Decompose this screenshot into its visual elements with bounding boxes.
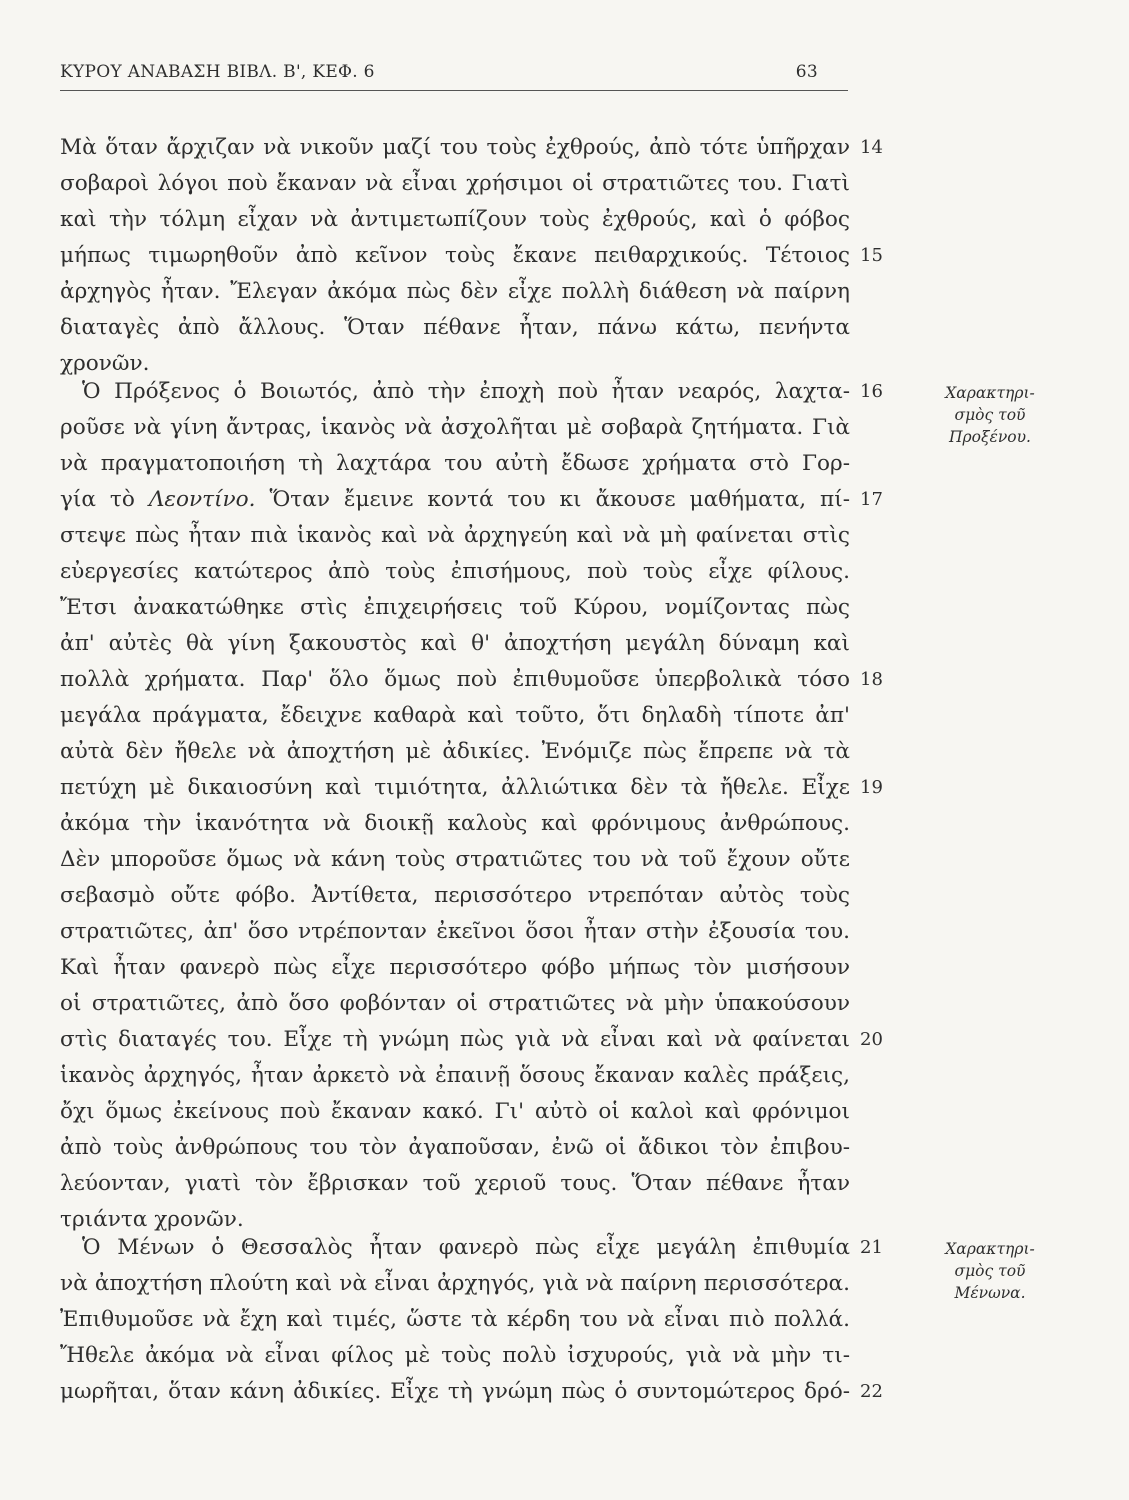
section-number: 21	[860, 1237, 883, 1258]
text-line: Μὰ ὅταν ἄρχιζαν νὰ νικοῦν μαζί του τοὺς ἐχθρούς, ἀπὸ τότε ὑπῆρχαν	[60, 135, 850, 160]
text-line: Ἤθελε ἀκόμα νὰ εἶναι φίλος μὲ τοὺς πολὺ ἰσχυρούς, γιὰ νὰ μὴν τι-	[60, 1343, 850, 1368]
margin-note-line: σμὸς τοῦ	[954, 1262, 1026, 1280]
text-line: μεγάλα πράγματα, ἔδειχνε καθαρὰ καὶ τοῦτο, ὅτι δηλαδὴ τίποτε ἀπ'	[60, 703, 850, 728]
text-line: καὶ τὴν τόλμη εἶχαν νὰ ἀντιμετωπίζουν τοὺς ἐχθρούς, καὶ ὁ φόβος	[60, 207, 850, 232]
text-line: αὐτὰ δὲν ἤθελε νὰ ἀποχτήση μὲ ἀδικίες. Ἐνόμιζε πὼς ἔπρεπε νὰ τὰ	[60, 739, 850, 764]
section-number: 15	[860, 245, 883, 266]
text-segment: Ὅταν ἔμεινε κοντά του κι ἄκουσε μαθήματα, πί-	[269, 487, 850, 512]
text-line: οἱ στρατιῶτες, ἀπὸ ὅσο φοβόνταν οἱ στρατιῶτες νὰ μὴν ὑπακούσουν	[60, 991, 850, 1016]
section-number: 20	[860, 1029, 883, 1050]
emphasized-name: Λεοντίνο.	[148, 487, 256, 512]
margin-note-line: Μένωνα.	[954, 1284, 1026, 1302]
margin-note-line: Χαρακτηρι-	[945, 1240, 1035, 1258]
text-line: Καὶ ἦταν φανερὸ πὼς εἶχε περισσότερο φόβο μήπως τὸν μισήσουν	[60, 955, 850, 980]
text-line: σοβαροὶ λόγοι ποὺ ἔκαναν νὰ εἶναι χρήσιμοι οἱ στρατιῶτες του. Γιατὶ	[60, 171, 850, 196]
margin-note-menon	[900, 1238, 1080, 1304]
text-line: τριάντα χρονῶν.	[60, 1207, 244, 1232]
running-header	[60, 62, 848, 91]
text-line: Ὁ Μένων ὁ Θεσσαλὸς ἦταν φανερὸ πὼς εἶχε μεγάλη ἐπιθυμία	[82, 1235, 850, 1260]
text-line: εὐεργεσίες κατώτερος ἀπὸ τοὺς ἐπισήμους, ποὺ τοὺς εἶχε φίλους.	[60, 559, 850, 584]
section-number: 14	[860, 137, 883, 158]
text-line: ἱκανὸς ἀρχηγός, ἦταν ἀρκετὸ νὰ ἐπαινῇ ὅσους ἔκαναν καλὲς πράξεις,	[60, 1063, 850, 1088]
text-line: ἀρχηγὸς ἦταν. Ἔλεγαν ἀκόμα πὼς δὲν εἶχε πολλὴ διάθεση νὰ παίρνη	[60, 279, 850, 304]
text-line	[60, 482, 850, 518]
page-number: 63	[795, 62, 818, 82]
section-number: 18	[860, 669, 883, 690]
text-line: μωρῆται, ὅταν κάνη ἀδικίες. Εἶχε τὴ γνώμη πὼς ὁ συντομώτερος δρό-	[60, 1379, 850, 1404]
text-line: στὶς διαταγές του. Εἶχε τὴ γνώμη πὼς γιὰ νὰ εἶναι καὶ νὰ φαίνεται	[60, 1027, 850, 1052]
text-line: Ἐπιθυμοῦσε νὰ ἔχη καὶ τιμές, ὥστε τὰ κέρδη του νὰ εἶναι πιὸ πολλά.	[60, 1307, 850, 1332]
text-line: σεβασμὸ οὔτε φόβο. Ἀντίθετα, περισσότερο ντρεπόταν αὐτὸς τοὺς	[60, 883, 850, 908]
text-line: ἀπὸ τοὺς ἀνθρώπους του τὸν ἀγαποῦσαν, ἐνῶ οἱ ἄδικοι τὸν ἐπιβου-	[60, 1135, 850, 1160]
text-line: νὰ πραγματοποιήση τὴ λαχτάρα του αὐτὴ ἔδωσε χρήματα στὸ Γορ-	[60, 451, 850, 476]
text-segment: γία τὸ	[60, 487, 135, 512]
margin-note-line: Προξένου.	[949, 428, 1031, 446]
text-line: ροῦσε νὰ γίνη ἄντρας, ἱκανὸς νὰ ἀσχολῆται μὲ σοβαρὰ ζητήματα. Γιὰ	[60, 415, 850, 440]
section-number: 22	[860, 1381, 883, 1402]
text-line: πετύχη μὲ δικαιοσύνη καὶ τιμιότητα, ἀλλιώτικα δὲν τὰ ἤθελε. Εἶχε	[60, 775, 850, 800]
text-line: Ὁ Πρόξενος ὁ Βοιωτός, ἀπὸ τὴν ἐποχὴ ποὺ ἦταν νεαρός, λαχτα-	[82, 379, 850, 404]
text-line: στρατιῶτες, ἀπ' ὅσο ντρέπονταν ἐκεῖνοι ὅσοι ἦταν στὴν ἐξουσία του.	[60, 919, 850, 944]
text-line: στεψε πὼς ἦταν πιὰ ἱκανὸς καὶ νὰ ἀρχηγεύη καὶ νὰ μὴ φαίνεται στὶς	[60, 523, 850, 548]
text-line: Ἔτσι ἀνακατώθηκε στὶς ἐπιχειρήσεις τοῦ Κύρου, νομίζοντας πὼς	[60, 595, 850, 620]
section-number: 19	[860, 777, 883, 798]
margin-note-line: σμὸς τοῦ	[954, 406, 1026, 424]
section-number: 16	[860, 381, 883, 402]
text-line: πολλὰ χρήματα. Παρ' ὅλο ὅμως ποὺ ἐπιθυμοῦσε ὑπερβολικὰ τόσο	[60, 667, 850, 692]
text-line: ἀπ' αὐτὲς θὰ γίνη ξακουστὸς καὶ θ' ἀποχτήση μεγάλη δύναμη καὶ	[60, 631, 850, 656]
margin-note-proxenos	[900, 382, 1080, 448]
text-line: ὄχι ὅμως ἐκείνους ποὺ ἔκαναν κακό. Γι' αὐτὸ οἱ καλοὶ καὶ φρόνιμοι	[60, 1099, 850, 1124]
text-line: νὰ ἀποχτήση πλούτη καὶ νὰ εἶναι ἀρχηγός, γιὰ νὰ παίρνη περισσότερα.	[60, 1271, 850, 1296]
text-line: ἀκόμα τὴν ἱκανότητα νὰ διοικῇ καλοὺς καὶ φρόνιμους ἀνθρώπους.	[60, 811, 850, 836]
margin-note-line: Χαρακτηρι-	[945, 384, 1035, 402]
section-number: 17	[860, 489, 883, 510]
text-line: χρονῶν.	[60, 351, 150, 376]
text-line: Δὲν μποροῦσε ὅμως νὰ κάνη τοὺς στρατιῶτες του νὰ τοῦ ἔχουν οὔτε	[60, 847, 850, 872]
text-line: μήπως τιμωρηθοῦν ἀπὸ κεῖνον τοὺς ἔκανε πειθαρχικούς. Τέτοιος	[60, 243, 850, 268]
text-line: διαταγὲς ἀπὸ ἄλλους. Ὅταν πέθανε ἦταν, πάνω κάτω, πενήντα	[60, 315, 850, 340]
text-line: λεύονταν, γιατὶ τὸν ἔβρισκαν τοῦ χεριοῦ τους. Ὅταν πέθανε ἦταν	[60, 1171, 850, 1196]
running-title: ΚΥΡΟΥ ΑΝΑΒΑΣΗ ΒΙΒΛ. Β', ΚΕΦ. 6	[60, 62, 375, 82]
